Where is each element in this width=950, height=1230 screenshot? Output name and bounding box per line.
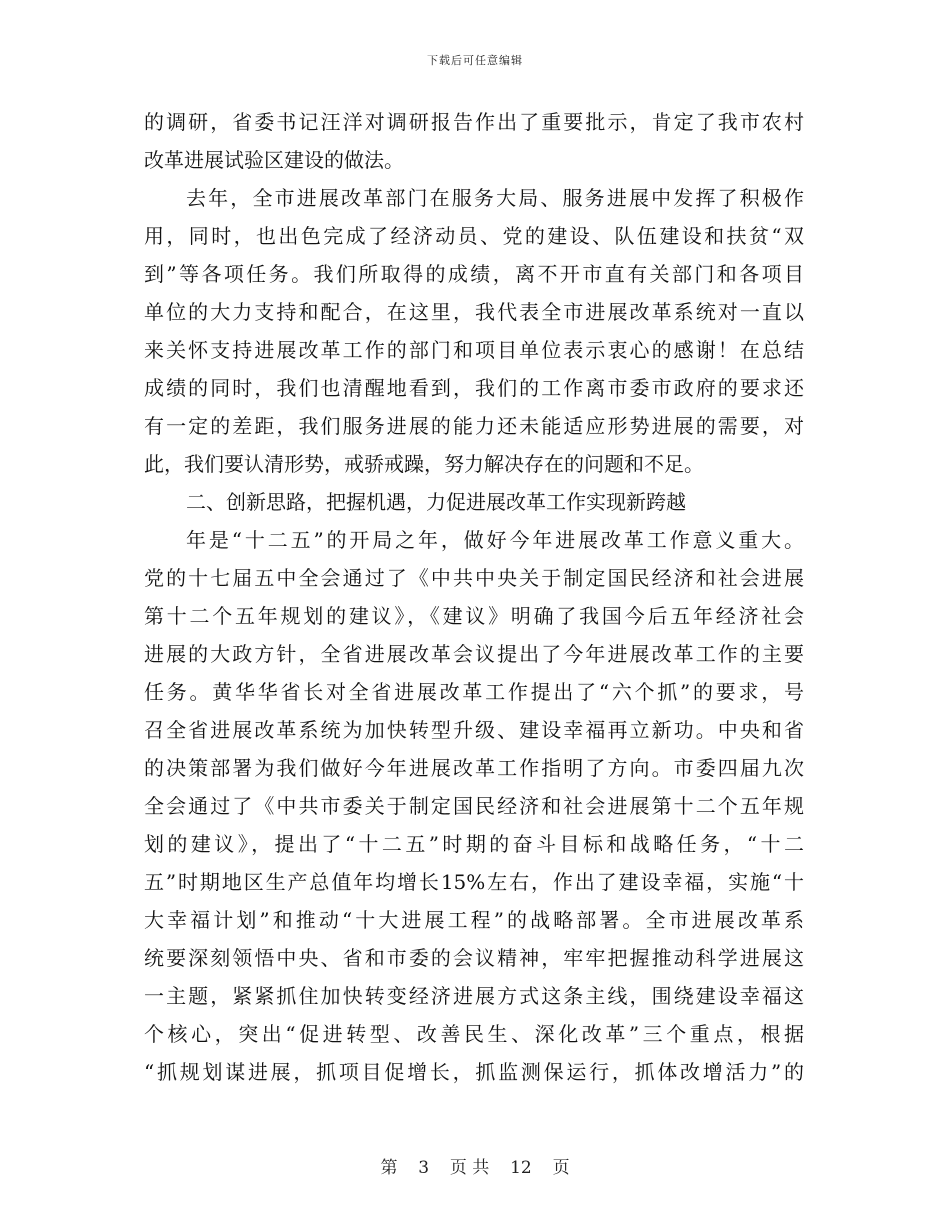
text-line: 的调研，省委书记汪洋对调研报告作出了重要批示，肯定了我市农村 <box>144 110 804 134</box>
page-header: 下载后可任意编辑 <box>427 54 523 67</box>
text-line: 改革进展试验区建设的做法。 <box>144 148 404 172</box>
page-number: 3 <box>418 1158 430 1178</box>
text-line: 有一定的差距，我们服务进展的能力还未能适应形势进展的需要，对 <box>144 414 804 438</box>
text-line: “抓规划谋进展，抓项目促增长，抓监测保运行，抓体改增活力”的 <box>144 1060 804 1084</box>
text-line: 第十二个五年规划的建议》，《建议》明确了我国今后五年经济社会 <box>144 604 804 628</box>
text-line: 大幸福计划”和推动“十大进展工程”的战略部署。全市进展改革系 <box>144 908 804 932</box>
text-line: 统要深刻领悟中央、省和市委的会议精神，牢牢把握推动科学进展这 <box>144 946 804 970</box>
body-text <box>144 103 804 1091</box>
page-label-prefix: 第 <box>380 1158 398 1178</box>
text-line: 来关怀支持进展改革工作的部门和项目单位表示衷心的感谢！在总结 <box>144 338 804 362</box>
page-label-suffix: 页 <box>552 1158 570 1178</box>
text-line: 用，同时，也出色完成了经济动员、党的建设、队伍建设和扶贫“双 <box>144 224 804 248</box>
text-line: 召全省进展改革系统为加快转型升级、建设幸福再立新功。中央和省 <box>144 718 804 742</box>
text-line: 一主题，紧紧抓住加快转变经济进展方式这条主线，围绕建设幸福这 <box>144 984 804 1008</box>
text-line: 划的建议》，提出了“十二五”时期的奋斗目标和战略任务，“十二 <box>144 832 804 856</box>
page-total: 12 <box>510 1158 532 1178</box>
page-footer <box>0 1153 950 1178</box>
section-heading: 二、创新思路，把握机遇，力促进展改革工作实现新跨越 <box>186 490 686 514</box>
text-line: 此，我们要认清形势，戒骄戒躁，努力解决存在的问题和不足。 <box>144 452 704 476</box>
text-line: 的决策部署为我们做好今年进展改革工作指明了方向。市委四届九次 <box>144 756 804 780</box>
paragraph-start-line: 年是“十二五”的开局之年，做好今年进展改革工作意义重大。 <box>186 528 804 552</box>
text-line: 成绩的同时，我们也清醒地看到，我们的工作离市委市政府的要求还 <box>144 376 804 400</box>
paragraph-start-line: 去年，全市进展改革部门在服务大局、服务进展中发挥了积极作 <box>186 186 804 210</box>
text-line: 全会通过了《中共市委关于制定国民经济和社会进展第十二个五年规 <box>144 794 804 818</box>
text-line: 任务。黄华华省长对全省进展改革工作提出了“六个抓”的要求，号 <box>144 680 804 704</box>
text-line: 个核心，突出“促进转型、改善民生、深化改革”三个重点，根据 <box>144 1022 804 1046</box>
text-line: 党的十七届五中全会通过了《中共中央关于制定国民经济和社会进展 <box>144 566 804 590</box>
text-line: 单位的大力支持和配合，在这里，我代表全市进展改革系统对一直以 <box>144 300 804 324</box>
text-line: 进展的大政方针，全省进展改革会议提出了今年进展改革工作的主要 <box>144 642 804 666</box>
page-label-middle: 页 共 <box>449 1158 490 1178</box>
text-line: 到”等各项任务。我们所取得的成绩，离不开市直有关部门和各项目 <box>144 262 804 286</box>
text-line: 五”时期地区生产总值年均增长15%左右，作出了建设幸福，实施“十 <box>144 870 804 894</box>
